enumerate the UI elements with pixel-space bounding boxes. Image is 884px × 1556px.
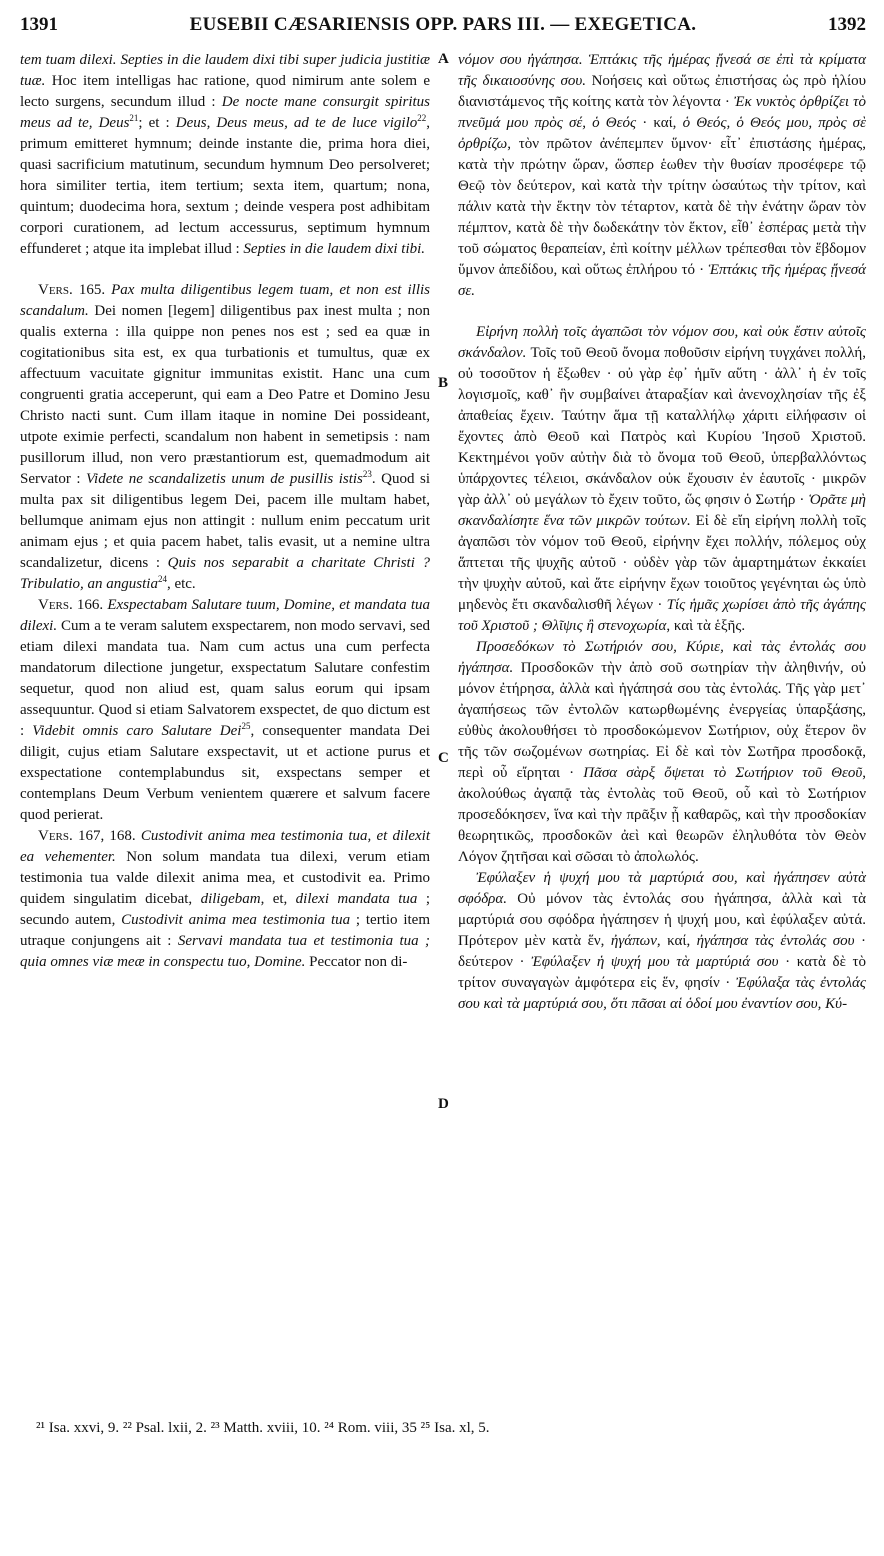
commentary-text: , καί, xyxy=(656,933,697,949)
greek-column xyxy=(458,50,866,1015)
scripture-quote: Pax multa diligentibus legem tuam, et non est illis scandalum. xyxy=(20,282,430,319)
verse-label: Vers. 165. xyxy=(38,282,106,298)
greek-paragraph xyxy=(458,868,866,1015)
greek-paragraph xyxy=(458,50,866,302)
scripture-quote: Ἐφύλαξεν ἡ ψυχή μου τὰ μαρτύριά σου, καὶ ἠγάπησεν αὐτὰ σφόδρα. xyxy=(458,870,866,907)
scripture-quote: tem tuam dilexi. Septies in die laudem dixi tibi super judicia justitiæ tuæ. xyxy=(20,52,430,89)
commentary-text: , καὶ τὰ ἑξῆς. xyxy=(666,618,746,634)
scripture-quote: Ἐφύλαξα τὰς ἐντολάς σου καὶ τὰ μαρτύριά σου, ὅτι πᾶσαι αἱ ὁδοί μου ἐναντίον σου, Κύ- xyxy=(458,975,866,1012)
commentary-text: ; et : xyxy=(138,115,176,131)
running-header xyxy=(20,14,866,44)
footnote-ref: 23 xyxy=(362,469,372,479)
commentary-text: Peccator non di- xyxy=(305,954,408,970)
commentary-text: Προσδοκῶν τὴν ἀπὸ σοῦ σωτηρίαν τὴν ἀληθινήν, οὐ μόνον ἐτήρησα, ἀλλὰ καὶ ἠγάπησά σου τὰς ἐντολάς. Τῆς γὰρ μετ᾽ ἀγαπήσεως τῶν ἐντολῶν κατωρθωμένης ἐνεργείας ὑπαρξάσης, εὐθὺς ἀκολουθήσει τὸ προσδοκώμενον Σωτήριον, οὐχ ἕτερον ὂν τῆς τῶν σωζομένων σωτηρίας. Εἰ δὲ καὶ τὸν Σωτῆρα προσδοκᾷ, περὶ οὗ εἴρηται · xyxy=(458,660,866,781)
scripture-quote: Custodivit anima mea testimonia tua, et dilexit ea vehementer. xyxy=(20,828,431,865)
scripture-quote: Deus, Deus meus, ad te de luce vigilo xyxy=(175,115,418,131)
latin-column xyxy=(20,50,430,973)
commentary-text: Οὐ μόνον τὰς ἐντολάς σου ἠγάπησα, ἀλλὰ καὶ τὰ μαρτύριά σου σφόδρα ἠγάπησεν ἡ ψυχή μου, καὶ ἐφύλαξεν αὐτά. Πρότερον μὲν κατὰ ἕν, xyxy=(458,891,866,949)
commentary-text: , consequenter mandata Dei diligit, cujus etiam Salutare exspectavit, ut et actione purus et exspectatione contemplabundus sit, exspectans semper et contemplans Deum Verbum venientem quærere et salvum facere quod perierat. xyxy=(20,723,431,823)
verse-label: Vers. 166. xyxy=(38,597,104,613)
scripture-quote: Videbit omnis caro Salutare Dei xyxy=(32,723,242,739)
commentary-text: . Quod si multa pax sit diligentibus legem Dei, pacem ille multam habet, bellumque animam ejus non attingit : nullum enim peccatum urit animam ejus ; et quia pacem habet, talis evasit, ut a nemine ultra scandalizetur, dicens : xyxy=(20,471,431,571)
margin-marker-b: B xyxy=(438,375,449,391)
margin-marker-d: D xyxy=(438,1096,449,1112)
scripture-quote: De nocte mane consurgit spiritus meus ad te, Deus xyxy=(20,94,431,131)
verse-label: Vers. 167, 168. xyxy=(38,828,136,844)
scripture-quote: Τίς ἡμᾶς χωρίσει ἀπὸ τῆς ἀγάπης τοῦ Χριστοῦ ; Θλῖψις ἢ στενοχωρία xyxy=(458,597,866,634)
scripture-quote: Προσεδόκων τὸ Σωτήριόν σου, Κύριε, καὶ τὰς ἐντολάς σου ἠγάπησα. xyxy=(458,639,866,676)
scripture-quote: νόμον σου ἠγάπησα. Ἑπτάκις τῆς ἡμέρας ᾔνεσά σε ἐπὶ τὰ κρίματα τῆς δικαιοσύνης σου. xyxy=(458,52,866,89)
commentary-text: Cum a te veram salutem exspectarem, non modo servavi, sed etiam dilexi mandata tua. Nam cum actus una cum perfecta mandatorum dilectione jungetur, exspectatum Salutare confestim sequetur, quod non aliud est, quam salus eorum qui ipsam assequuntur. Quod si etiam Salvatorem exspectet, de quo dictum est : xyxy=(20,618,430,739)
scripture-quote: ἠγάπησα τὰς ἐντολάς σου xyxy=(696,933,855,949)
footnote-ref: 21 xyxy=(129,113,139,123)
margin-marker-c: C xyxy=(438,750,449,766)
footnote-ref: 24 xyxy=(157,574,167,584)
latin-paragraph xyxy=(20,826,430,973)
scripture-quote: Servavi mandata tua et testimonia tua ; quia omnes viæ meæ in conspectu tuo, Domine. xyxy=(20,933,430,970)
scripture-quote: ὁ Θεός, ὁ Θεός μου, πρὸς σὲ ὀρθρίζω xyxy=(458,115,866,152)
commentary-text: · δεύτερον · xyxy=(458,933,866,970)
scripture-quote: Ἑπτάκις τῆς ἡμέρας ᾔνεσά σε. xyxy=(458,262,866,299)
commentary-text: · καί, xyxy=(636,115,683,131)
scripture-quote: Ἐφύλαξεν ἡ ψυχή μου τὰ μαρτύριά σου xyxy=(531,954,779,970)
commentary-text: , ἀκολούθως ἀγαπᾷ τὰς ἐντολὰς τοῦ Θεοῦ, οὗ καὶ τὸ Σωτήριον προσεδόκησεν, ἵνα καὶ τὴν πρᾶξιν ᾖ καθαρῶς, καὶ τὴν προσδοκίαν θεωρητικῶς, προσδοκῶν ἀεὶ καὶ θεωρῶν ἐληλυθότα τὸν Θεὸν Λόγον ζητῆσαι καὶ σῶσαι τὸ ἀπολωλός. xyxy=(458,765,866,865)
commentary-text: Τοῖς τοῦ Θεοῦ ὄνομα ποθοῦσιν εἰρήνη τυγχάνει πολλή, οὐ τοσοῦτον ἡ ἔξωθεν · οὐ γὰρ ἐφ᾽ ἡμῖν αὕτη · ἀλλ᾽ ἡ ἐν τοῖς λογισμοῖς, καθ᾽ ἣν συμβαίνει ἀταραξίαν καὶ ἀνενοχλησίαν τῆς ἐξ ἀπαθείας ἔχειν. Ταύτην ἅμα τῇ καταλλήλῳ χάριτι εἰλήφασιν οἱ ἔχοντες ἀπὸ Θεοῦ καὶ Πατρὸς καὶ Κυρίου Ἰησοῦ Χριστοῦ. Κεκτημένοι γοῦν αὐτὴν διὰ τὸ ὄνομα τοῦ Θεοῦ, ὑπερβαλλόντως ὑπάρχοντες τέλειοι, σκάνδαλον οὐκ ἔχουσιν ἐν ἑαυτοῖς · μικρῶν γὰρ ἀλλ᾽ οὐ μεγάλων τὸ ἔχειν τοῦτο, ὥς φησιν ὁ Σωτήρ · xyxy=(458,345,866,508)
scripture-quote: Custodivit anima mea testimonia tua xyxy=(121,912,351,928)
scripture-quote: Septies in die laudem dixi tibi. xyxy=(243,241,426,257)
footnote-ref: 22 xyxy=(417,113,427,123)
footnote-ref: 25 xyxy=(241,721,251,731)
latin-paragraph xyxy=(20,50,430,260)
margin-marker-a: A xyxy=(438,51,449,67)
scripture-quote: Exspectabam Salutare tuum, Domine, et mandata tua dilexi. xyxy=(20,597,430,634)
page-number-left: 1391 xyxy=(20,14,58,35)
greek-paragraph xyxy=(458,637,866,868)
latin-paragraph xyxy=(20,280,430,595)
greek-paragraph xyxy=(458,322,866,637)
footnotes: ²¹ Isa. xxvi, 9. ²² Psal. lxii, 2. ²³ Matth. xviii, 10. ²⁴ Rom. viii, 35 ²⁵ Isa. xl, 5. xyxy=(36,1420,490,1436)
scripture-quote: Εἰρήνη πολλὴ τοῖς ἀγαπῶσι τὸν νόμον σου, καὶ οὐκ ἔστιν αὐτοῖς σκάνδαλον. xyxy=(458,324,866,361)
commentary-text: Dei nomen [legem] diligentibus pax inest multa ; non qualis externa : illa quippe non penes nos est ; sed ea quæ in cogitationibus sita est, ex qua turbationis et tumultus, quæ ex affectuum vacuitate gignitur immunitas existit. Hanc una cum congruenti gratia acceperunt, qui eam a Deo Patre et Domino Jesu Christo nacti sunt. Cum illam itaque in nomine Dei possideant, utpote eximie perfecti, scandalum non habent in semetipsis : nam pusillorum illud, non vero præstantiorum est, quemadmodum ait Servator : xyxy=(20,303,430,487)
commentary-text: , primum emitteret hymnum; deinde instante die, prima hora diei, quasi sacrificium matutinum, secundum hymnum Deo persolveret; hora similiter tertia, item tertium; sexta item, quartum; nona, quintum; duodecima hora, sextum ; deinde vespera post adhibitam corpori curationem, ad lectum accessurus, septimum hymnum effunderet ; atque ita implebat illud : xyxy=(20,115,431,257)
scripture-quote: dilexi mandata tua xyxy=(295,891,418,907)
latin-paragraph xyxy=(20,595,430,826)
page-number-right: 1392 xyxy=(828,14,866,35)
scripture-quote: Videte ne scandalizetis unum de pusillis istis xyxy=(86,471,363,487)
commentary-text: , etc. xyxy=(166,576,196,592)
commentary-text: Νοήσεις καὶ οὕτως ἐπιστήσας ὡς πρὸ ἡλίου διανιστάμενος τῆς κοίτης κατὰ τὸν λέγοντα · xyxy=(458,73,867,110)
commentary-text: ; secundo autem, xyxy=(20,891,430,928)
scripture-quote: Ἐκ νυκτὸς ὀρθρίζει τὸ πνεῦμά μου πρὸς σέ, ὁ Θεός xyxy=(458,94,866,131)
commentary-text: , et, xyxy=(260,891,296,907)
commentary-text: · κατὰ δὲ τὸ τρίτον συναγαγὼν ἀμφότερα εἰς ἕν, φησίν · xyxy=(458,954,866,991)
commentary-text: , τὸν πρῶτον ἀνέπεμπεν ὕμνον· εἶτ᾽ ἐπιστάσης ἡμέρας, κατὰ τὴν πρώτην ὥραν, ὥσπερ ἑωθεν τὴν θυσίαν προσέφερε τῷ Θεῷ τὸν δεύτερον, καὶ κατὰ τὴν τρίτην ὡσαύτως τὴν τρίτον, καὶ πάλιν κατὰ τὴν ἕκτην τὸν τέταρτον, κατὰ δὲ τὴν ἐνάτην ὥραν τὸν πέμπτον, κατὰ δὲ τὴν δωδεκάτην τὸν ἕκτον, εἶθ᾽ ἑσπέρας μετὰ τὴν τοῦ σώματος θεραπείαν, ἐπὶ κοίτην μέλλων τρέπεσθαι τὸν ἕβδομον ὕμνον ἀπεδίδου, καὶ οὕτως ἐπλήρου τό · xyxy=(458,136,866,278)
running-head-title: EUSEBII CÆSARIENSIS OPP. PARS III. — EXEGETICA. xyxy=(189,14,697,35)
scripture-quote: Ὁρᾶτε μὴ σκανδαλίσητε ἕνα τῶν μικρῶν τούτων. xyxy=(458,492,866,529)
scripture-quote: Πᾶσα σὰρξ ὄψεται τὸ Σωτήριον τοῦ Θεοῦ xyxy=(583,765,863,781)
scripture-quote: diligebam xyxy=(200,891,261,907)
commentary-text: ; tertio item utraque conjungens ait : xyxy=(20,912,430,949)
scripture-quote: ἠγάπων xyxy=(610,933,657,949)
commentary-text: Non solum mandata tua dilexi, verum etiam testimonia tua valde dilexit anima mea, et custodivit ea. Primo quidem singulatim dicebat, xyxy=(20,849,431,907)
commentary-text: Εἰ δὲ εἴη εἰρήνη πολλὴ τοῖς ἀγαπῶσι τὸν νόμον τοῦ Θεοῦ, εἰρήνην ἔχει πολλήν, πόλεμος οὐχ ἅπτεται τῆς ψυχῆς αὐτοῦ · οὐδὲν γὰρ τῶν ἁμαρτημάτων ἐκκαίει τὴν ψυχὴν αὐτοῦ, καὶ ἅτε εἰρήνην ἔχων τοιοῦτος γεγένηται ὡς ὑπὸ μηδενὸς ἔτι σκανδαλισθῆ λέγων · xyxy=(458,513,866,613)
scripture-quote: Quis nos separabit a charitate Christi ? Tribulatio, an angustia xyxy=(20,555,431,592)
commentary-text: Hoc item intelligas hac ratione, quod nimirum ante solem e lecto surgens, secundum illud : xyxy=(20,73,430,110)
